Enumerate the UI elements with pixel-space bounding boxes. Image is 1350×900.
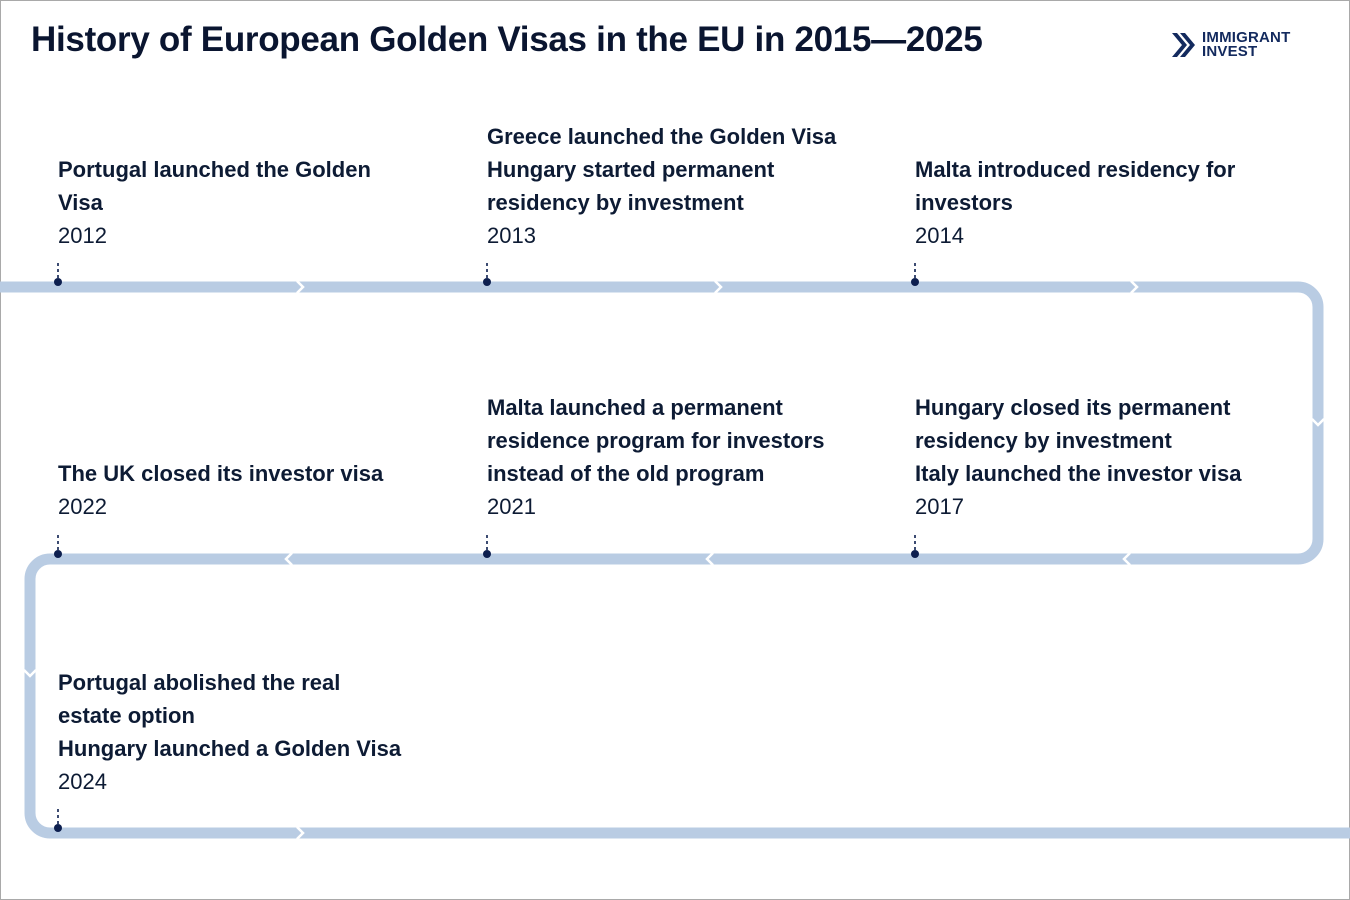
event-marker-2013 <box>483 263 491 286</box>
event-line: Hungary launched a Golden Visa <box>58 736 402 761</box>
timeline-event <box>487 120 887 252</box>
timeline-event <box>58 457 458 523</box>
event-line: residency by investment <box>487 190 744 215</box>
event-year: 2012 <box>58 223 107 248</box>
event-line: Malta introduced residency for <box>915 157 1236 182</box>
event-description <box>58 666 458 765</box>
event-description <box>915 391 1315 490</box>
event-marker-2022 <box>54 535 62 558</box>
event-year: 2013 <box>487 223 536 248</box>
timeline-event <box>58 153 458 252</box>
page-title: History of European Golden Visas in the EU in 2015—2025 <box>31 20 983 59</box>
event-year: 2017 <box>915 494 964 519</box>
event-line: Hungary started permanent <box>487 157 775 182</box>
timeline-event <box>58 666 458 798</box>
event-line: The UK closed its investor visa <box>58 461 384 486</box>
event-line: estate option <box>58 703 195 728</box>
event-line: Portugal abolished the real <box>58 670 341 695</box>
event-year: 2021 <box>487 494 536 519</box>
logo-line-1: IMMIGRANT <box>1202 29 1291 46</box>
event-line: residence program for investors <box>487 428 825 453</box>
event-line: residency by investment <box>915 428 1172 453</box>
event-line: Greece launched the Golden Visa <box>487 124 837 149</box>
timeline-event <box>915 391 1315 523</box>
event-description <box>915 153 1315 219</box>
event-marker-2012 <box>54 263 62 286</box>
event-line: instead of the old program <box>487 461 765 486</box>
event-marker-2024 <box>54 809 62 832</box>
event-description <box>487 120 887 219</box>
event-line: investors <box>915 190 1013 215</box>
event-marker-2017 <box>911 535 919 558</box>
event-line: Visa <box>58 190 103 215</box>
event-marker-2021 <box>483 535 491 558</box>
event-description <box>487 391 887 490</box>
timeline-event <box>487 391 887 523</box>
event-description <box>58 153 458 219</box>
event-marker-2014 <box>911 263 919 286</box>
event-year: 2024 <box>58 769 107 794</box>
event-year: 2022 <box>58 494 107 519</box>
event-line: Hungary closed its permanent <box>915 395 1231 420</box>
event-description <box>58 457 458 490</box>
event-line: Malta launched a permanent <box>487 395 783 420</box>
logo-line-2: INVEST <box>1202 43 1258 60</box>
timeline-event <box>915 153 1315 252</box>
event-line: Portugal launched the Golden <box>58 157 371 182</box>
event-year: 2014 <box>915 223 964 248</box>
event-line: Italy launched the investor visa <box>915 461 1242 486</box>
